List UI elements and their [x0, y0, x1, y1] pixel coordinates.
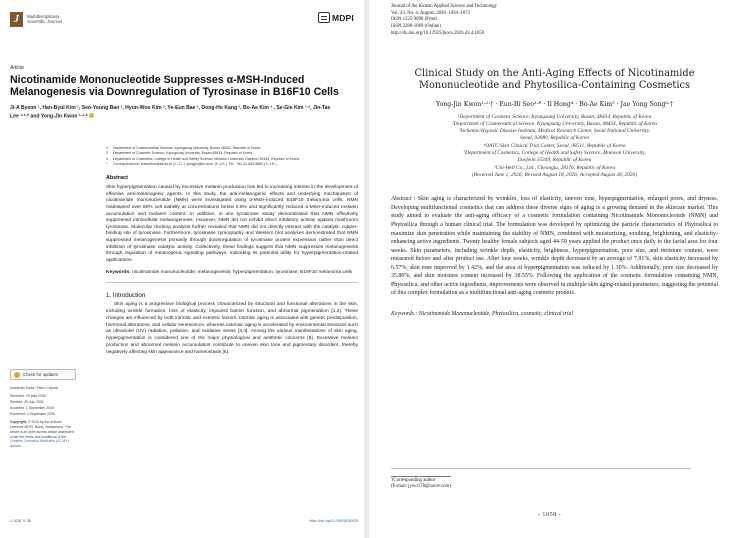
clinical-abstract: Abstract : Skin aging is characterized by wrinkles, loss of elasticity, uneven tone, hyperpigmentation, enlarged pores, and dryness. Developing multifunctional cosmetics that can address these diverse signs of aging is a growing demand in the skincare market. This study aimed to evaluate the anti-aging efficacy of a cosmetic formulation containing Nicotinamide Mononucleotide (NMN) and Phytosilica through a human clinical trial. The formulation was developed by optimizing the particle characteristics of Phytosilica to maximize skin penetration while maintaining the stability of NMN, combined with moisturizing, soothing, brightening, and elasticity-enhancing active ingredients. Twenty healthy female subjects aged 44-59 years applied the product once daily to the facial area for four weeks. Skin parameters, including wrinkle depth, elasticity, brightness, hyperpigmentation, pore size, and moisture content, were measured before and after product use. After four weeks, wrinkle depth decreased by an average of 7.91%, skin elasticity increased by 6.57%, skin tone improved by 1.42%, and the area of hyperpigmentation was reduced by 1.30%. Additionally, pore size decreased by 35.80%, and skin moisture content increased by 38.55%. Following the application of the cosmetic formulation containing NMN, Phytosilica, and other active ingredients, improvements were observed in multiple skin aging-related parameters, suggesting the potential of this complex formulation as a multifunctional anti-aging cosmetic product.	[391, 196, 718, 297]
author-list	[10, 105, 332, 121]
corresponding-label: †Corresponding author	[391, 478, 436, 483]
corresponding-email: (E-mail: jywo178@naver.com)	[391, 484, 451, 490]
affiliation-line: Daejeon 35349, Republic of Korea	[517, 157, 592, 164]
accepted-date: Accepted: 1 September 2026	[10, 405, 54, 410]
left-page-footer	[10, 519, 358, 523]
doi-link[interactable]: https://doi.org/10.3390/j9030028	[309, 519, 358, 523]
keywords-label: Keywords:	[106, 269, 131, 275]
affiliation-line: ⁴OATC Skin Clinical Trial Center, Seoul, 08511, Republic of Korea	[483, 142, 626, 149]
footnote-rule	[391, 476, 451, 477]
check-updates-icon	[14, 372, 20, 378]
clinical-author-list: Yong-Jin Kwon¹·²·† · Eun-Bi Seo³·* · Il Hong⁴ · Bo-Ae Kim⁵ · Jae Yong Song⁶·†	[436, 100, 673, 108]
author-names: Ji-A Byeon ¹, Han-Byul Kim ², Seo-Young Ban ², Hyun-Woo Kim ², Ye-Eun Bae ², Dong-Ho Kang ², Bo-Ae Kim ³ , Se-Gie Kim ¹·², Jin-Tae Lee ¹·²·* and Yong-Jin Kwon ¹·²·*	[10, 104, 331, 120]
orcid-icon[interactable]	[89, 113, 94, 118]
affiliation-line: ⁵Department of Cosmetics, College of Health and Safety Science, Mokwon University,	[463, 150, 646, 157]
affiliation-item: 1 Department of Cosmeceutical Science, Kyungsung University, Busan 48434, Republic of Korea	[106, 146, 261, 150]
right-paper-page	[369, 0, 730, 538]
received-revised-accepted: (Received June 1, 2026; Revised August 18, 2026; Accepted August 26, 2026)	[472, 171, 637, 178]
publication-info	[10, 386, 76, 449]
affiliation-item: 3 Department of Cosmetics, College of Health and Safety Science, Mokwon University, Daejeon 35349, Republic of Korea	[106, 156, 299, 161]
abstract-heading: Abstract	[106, 175, 128, 181]
check-for-updates-button[interactable]	[10, 369, 76, 380]
journal-volume-line: Vol. 43, No. 4. August, 2026. 1058~1073	[391, 10, 470, 16]
journal-name	[27, 14, 62, 25]
left-main-column	[106, 146, 358, 357]
affiliation-item: 2 Department of Cosmetic Science, Kyungsung University, Busan 48434, Republic of Korea	[106, 151, 253, 156]
paper-title: Nicotinamide Mononucleotide Suppresses α-MSH-Induced Melanogenesis via Downregulation of Tyrosinase in B16F10 Cells	[10, 74, 339, 99]
corresponding-author-note	[391, 478, 451, 491]
keywords	[106, 270, 358, 277]
publisher-logo	[318, 12, 354, 23]
received-date: Received: 29 May 2026	[10, 393, 46, 398]
journal-name-line2: Scientific Journal	[27, 19, 62, 24]
issn-online: ISSN 2288-1069 (Online)	[391, 24, 441, 30]
footnote-divider	[391, 468, 691, 469]
introduction-text: Skin aging is a progressive biological process characterized by structural and functional alterations in the skin, including wrinkle formation, loss of elasticity, impaired barrier function, and abnormal pigmentation [1,2]. These changes are influenced by both intrinsic and extrinsic factors. Intrinsic aging is associated with genetic predisposition, hormonal alterations, and cellular senescence, whereas extrinsic aging is accelerated by environmental stressors such as ultraviolet (UV) radiation, pollution, and oxidative stress [3,4]. Among the various manifestations of skin aging, hyperpigmentation is considered one of the major physiological and aesthetic concerns [5]. Excessive melanin production and abnormal melanin accumulation contribute to uneven skin tone and pigmentary disorders, thereby negatively affecting skin appearance and homeostasis [6].	[106, 302, 358, 355]
section-divider	[106, 282, 358, 283]
introduction-heading: 1. Introduction	[106, 292, 146, 300]
citation-short: J. 2026, 9, 28	[10, 519, 31, 523]
check-updates-label: Check for updates	[23, 372, 58, 377]
journal-name-line1: Multidisciplinary	[27, 13, 60, 19]
affiliation-line: ²Department of Cosmeceutical Science, Kyungsung University, Busan, 48434, Republic of Korea	[452, 120, 657, 127]
correspondence: * Correspondence: kosmetics@ks.ac.kr (J.-T.L.); yongjin@ks.ac.kr (Y.-J.K.); Tel.: +82-51-663-5682 (Y.-J.K.)	[106, 161, 277, 166]
affiliation-list	[106, 146, 358, 167]
journal-logo: J	[10, 12, 23, 27]
journal-info-header	[391, 4, 718, 38]
journal-title-line: Journal of the Korean Applied Science and Technology	[391, 4, 498, 9]
publisher-name: MDPI	[331, 12, 354, 23]
academic-editor: Academic Editor: Pietro Capone	[10, 386, 59, 390]
issn-print: ISSN 1225-9098 (Print)	[391, 17, 438, 23]
article-type: Article	[10, 65, 24, 71]
clinical-affiliations	[391, 114, 718, 180]
article-sidebar	[10, 369, 76, 452]
doi-url[interactable]: http://dx.doi.org/10.12925/jkocs.2026.43.4.1058	[391, 30, 485, 36]
page-number: - 1058 -	[537, 511, 562, 518]
license-link[interactable]: Creative Commons Attribution (CC BY) license.	[10, 439, 69, 449]
published-date: Published: 3 September 2026	[10, 411, 55, 416]
keywords-text: nicotinamide mononucleotide; melanogenesis; hyperpigmentation; tyrosinase; B16F10 melanoma cells	[132, 269, 353, 275]
affiliation-line: ¹Department of Cosmetic Science, Kyungsung University, Busan, 48434, Republic of Korea	[457, 113, 652, 120]
affiliation-line: ³Ischemic/Hypoxic Disease Institute, Medical Research Center, Seoul National University,	[458, 128, 650, 135]
copyright-notice	[10, 420, 76, 450]
affiliation-line: Seoul, 03080, Republic of Korea	[520, 135, 589, 142]
mdpi-icon	[318, 12, 330, 23]
copyright-label: Copyright:	[10, 419, 28, 424]
revised-date: Revised: 29 July 2026	[10, 399, 44, 404]
affiliation-line: ⁶Uni-Well Co., Ltd., Cheongju, 28176, Republic of Korea	[493, 164, 616, 171]
copyright-text: © 2026 by the authors. Licensee MDPI, Basel, Switzerland. This article is an open access article distributed under the terms and conditions of the	[10, 419, 74, 439]
clinical-keywords: Keywords : Nicotinamide Mononucleotide, Phytosilica, cosmetic, clinical trial	[391, 311, 574, 317]
abstract-text: Skin hyperpigmentation caused by excessive melanin production has led to increasing interest in the development of effective anti-melanogenic agents. In this study, the anti-melanogenic effects and underlying mechanisms of nicotinamide mononucleotide (NMN) were investigated using α-MSH-induced B16F10 melanoma cells. NMN maintained over 80% cell viability at concentrations below 0.5% and significantly reduced α-MSH-induced melanin accumulation and melanin content. In addition, in situ tyrosinase assay demonstrated that NMN effectively suppressed intracellular melanogenesis. However, NMN did not exhibit direct inhibitory activity against mushroom tyrosinase. Molecular docking analysis further revealed that NMN did not directly interact with the catalytic copper-binding site of tyrosinase. Furthermore, tyrosinase zymography and Western blot analyses demonstrated that NMN suppressed melanogenesis primarily through downregulation of tyrosinase protein expression rather than direct inhibition of tyrosinase catalytic activity. Collectively, these findings suggest that NMN suppresses melanogenesis through regulation of melanogenic signaling pathways, indicating its potential utility for hyperpigmentation-related applications.	[106, 185, 358, 263]
clinical-paper-title: Clinical Study on the Anti-Aging Effects of Nicotinamide Mononucleotide and Phytosilica-Containing Cosmetics	[414, 67, 695, 92]
journal-header	[10, 8, 354, 30]
